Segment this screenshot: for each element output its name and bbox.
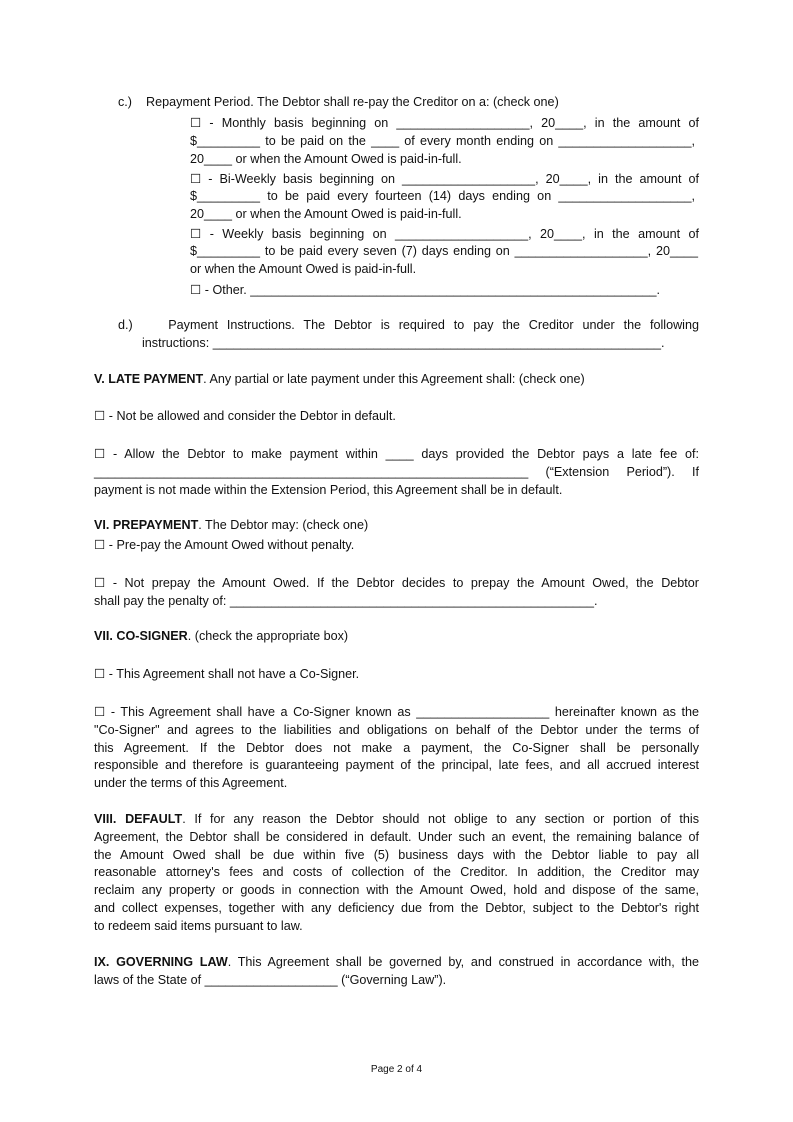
cosigner-option-2-line-5: under the terms of this Agreement. <box>94 776 288 790</box>
prepayment-intro: . The Debtor may: (check one) <box>198 518 369 532</box>
prepayment-option-2-line-1: ☐ - Not prepay the Amount Owed. If the Debtor decides to prepay the Amount Owed, the Debtor <box>94 576 699 590</box>
governing-law-title: IX. GOVERNING LAW <box>94 955 228 969</box>
late-payment-title: V. LATE PAYMENT <box>94 372 204 386</box>
governing-law-line-1 <box>94 954 699 972</box>
governing-law-line-1-rest: . This Agreement shall be governed by, and construed in accordance with, the <box>227 955 699 969</box>
late-payment-intro: . Any partial or late payment under this Agreement shall: (check one) <box>203 372 585 386</box>
monthly-option-line-2: $_________ to be paid on the ____ of every month ending on ___________________, <box>190 134 695 148</box>
monthly-option-line-1: ☐ - Monthly basis beginning on ___________________, 20____, in the amount of <box>190 116 699 130</box>
late-payment-option-2-line-1: ☐ - Allow the Debtor to make payment within ____ days provided the Debtor pays a late fee of: <box>94 447 699 461</box>
prepayment-title: VI. PREPAYMENT <box>94 518 199 532</box>
payment-instructions-line-1: d.) Payment Instructions. The Debtor is required to pay the Creditor under the following <box>118 318 699 332</box>
default-line-4: reasonable attorney's fees and costs of collection of the Creditor. In addition, the Creditor may <box>94 865 699 879</box>
cosigner-intro: . (check the appropriate box) <box>187 629 349 643</box>
prepayment-option-1: ☐ - Pre-pay the Amount Owed without penalty. <box>94 538 355 552</box>
late-payment-option-2-line-2: ______________________________________________________________ (“Extension Period”). If <box>94 465 699 479</box>
page-number: Page 2 of 4 <box>370 1064 423 1075</box>
payment-instructions-line-2: instructions: ________________________________________________________________. <box>142 336 665 350</box>
cosigner-option-2-line-3: this Agreement. If the Debtor does not make a payment, the Co-Signer shall be personally <box>94 741 699 755</box>
default-line-7: to redeem said items pursuant to law. <box>94 919 303 933</box>
default-line-1-rest: . If for any reason the Debtor should not oblige to any section or portion of this <box>182 812 699 826</box>
weekly-option-line-3: or when the Amount Owed is paid-in-full. <box>190 262 417 276</box>
prepayment-heading <box>94 517 368 535</box>
governing-law-line-2: laws of the State of ___________________ (“Governing Law”). <box>94 973 447 987</box>
weekly-option-line-1: ☐ - Weekly basis beginning on ___________________, 20____, in the amount of <box>190 227 699 241</box>
cosigner-option-2-line-4: responsible and therefore is guaranteeing payment of the principal, late fees, and all accrued interest <box>94 758 699 772</box>
weekly-option-line-2: $_________ to be paid every seven (7) days ending on ___________________, 20____ <box>190 244 698 258</box>
cosigner-option-2-line-2: "Co-Signer" and agrees to the liabilities and obligations on behalf of the Debtor under the terms of <box>94 723 699 737</box>
default-line-1 <box>94 811 699 829</box>
monthly-option-line-3: 20____ or when the Amount Owed is paid-in-full. <box>190 152 462 166</box>
repayment-heading: c.) Repayment Period. The Debtor shall re-pay the Creditor on a: (check one) <box>118 95 559 109</box>
late-payment-option-1: ☐ - Not be allowed and consider the Debtor in default. <box>94 409 396 423</box>
default-line-2: Agreement, the Debtor shall be considered in default. Under such an event, the remaining balance of <box>94 830 699 844</box>
prepayment-option-2-line-2: shall pay the penalty of: ____________________________________________________. <box>94 594 598 608</box>
cosigner-option-2-line-1: ☐ - This Agreement shall have a Co-Signer known as ___________________ hereinafter known as the <box>94 705 699 719</box>
default-line-6: and collect expenses, together with any deficiency due from the Debtor, subject to the Debtor's right <box>94 901 699 915</box>
default-line-3: the Amount Owed shall be due within five (5) business days with the Debtor liable to pay all <box>94 848 699 862</box>
late-payment-option-2-line-3: payment is not made within the Extension Period, this Agreement shall be in default. <box>94 483 563 497</box>
cosigner-heading <box>94 628 348 646</box>
biweekly-option-line-3: 20____ or when the Amount Owed is paid-in-full. <box>190 207 462 221</box>
biweekly-option-line-2: $_________ to be paid every fourteen (14) days ending on ___________________, <box>190 189 695 203</box>
biweekly-option-line-1: ☐ - Bi-Weekly basis beginning on ___________________, 20____, in the amount of <box>190 172 699 186</box>
default-title: VIII. DEFAULT <box>94 812 183 826</box>
other-option-line: ☐ - Other. __________________________________________________________. <box>190 283 661 297</box>
cosigner-option-1: ☐ - This Agreement shall not have a Co-Signer. <box>94 667 360 681</box>
cosigner-title: VII. CO-SIGNER <box>94 629 188 643</box>
default-line-5: reclaim any property or goods in connection with the Amount Owed, hold and dispose of the same, <box>94 883 699 897</box>
late-payment-heading <box>94 371 585 389</box>
